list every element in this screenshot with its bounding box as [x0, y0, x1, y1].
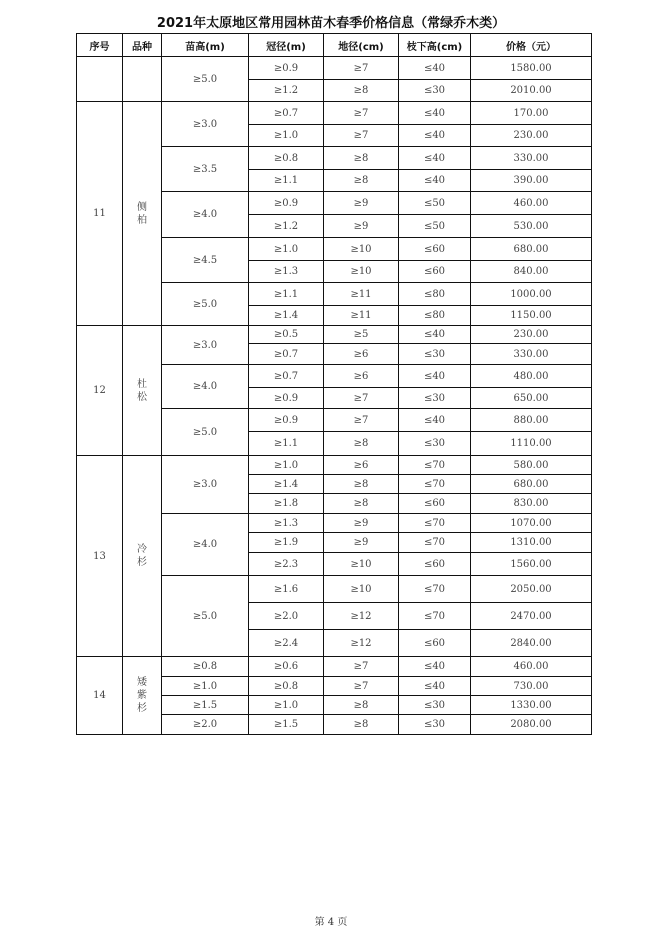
- header-crown: 冠径(m): [249, 34, 324, 57]
- height-cell: ≥4.0: [162, 192, 249, 238]
- crown-cell: ≥1.3: [249, 261, 324, 283]
- branch-height-cell: ≤30: [399, 432, 471, 456]
- crown-cell: ≥0.6: [249, 657, 324, 677]
- ground-diameter-cell: ≥7: [324, 677, 399, 696]
- ground-diameter-cell: ≥7: [324, 409, 399, 432]
- branch-height-cell: ≤80: [399, 306, 471, 326]
- header-no: 序号: [77, 34, 123, 57]
- height-cell: ≥1.5: [162, 696, 249, 715]
- price-table: [76, 33, 592, 735]
- crown-cell: ≥1.8: [249, 494, 324, 514]
- ground-diameter-cell: ≥6: [324, 456, 399, 475]
- height-cell: ≥4.5: [162, 238, 249, 283]
- crown-cell: ≥0.7: [249, 344, 324, 365]
- header-ground-diameter: 地径(cm): [324, 34, 399, 57]
- ground-diameter-cell: ≥5: [324, 326, 399, 344]
- price-cell: 330.00: [471, 147, 592, 170]
- branch-height-cell: ≤40: [399, 365, 471, 388]
- page-title: 2021年太原地区常用园林苗木春季价格信息（常绿乔木类）: [156, 16, 506, 31]
- branch-height-cell: ≤70: [399, 456, 471, 475]
- row-number: 14: [77, 657, 123, 735]
- crown-cell: ≥2.3: [249, 553, 324, 576]
- price-cell: 2010.00: [471, 80, 592, 102]
- variety-name: 冷杉: [123, 456, 162, 657]
- crown-cell: ≥0.7: [249, 102, 324, 125]
- ground-diameter-cell: ≥9: [324, 533, 399, 553]
- crown-cell: ≥1.9: [249, 533, 324, 553]
- price-cell: 1150.00: [471, 306, 592, 326]
- branch-height-cell: ≤30: [399, 388, 471, 409]
- height-cell: ≥3.0: [162, 102, 249, 147]
- height-cell: ≥5.0: [162, 576, 249, 657]
- header-price: 价格（元）: [471, 34, 592, 57]
- ground-diameter-cell: ≥7: [324, 102, 399, 125]
- table-row: [77, 102, 592, 125]
- header-variety: 品种: [123, 34, 162, 57]
- ground-diameter-cell: ≥7: [324, 657, 399, 677]
- price-cell: 840.00: [471, 261, 592, 283]
- table-row: [77, 57, 592, 80]
- crown-cell: ≥1.4: [249, 306, 324, 326]
- branch-height-cell: ≤40: [399, 57, 471, 80]
- ground-diameter-cell: ≥12: [324, 603, 399, 630]
- branch-height-cell: ≤70: [399, 533, 471, 553]
- height-cell: ≥5.0: [162, 283, 249, 326]
- branch-height-cell: ≤70: [399, 576, 471, 603]
- ground-diameter-cell: ≥9: [324, 192, 399, 215]
- variety-name: 杜松: [123, 326, 162, 456]
- crown-cell: ≥1.4: [249, 475, 324, 494]
- crown-cell: ≥0.7: [249, 365, 324, 388]
- branch-height-cell: ≤40: [399, 125, 471, 147]
- price-cell: 1070.00: [471, 514, 592, 533]
- height-cell: ≥2.0: [162, 715, 249, 735]
- price-cell: 460.00: [471, 192, 592, 215]
- branch-height-cell: ≤60: [399, 630, 471, 657]
- branch-height-cell: ≤40: [399, 409, 471, 432]
- crown-cell: ≥0.8: [249, 677, 324, 696]
- crown-cell: ≥1.2: [249, 215, 324, 238]
- branch-height-cell: ≤30: [399, 715, 471, 735]
- branch-height-cell: ≤60: [399, 238, 471, 261]
- variety-name: 侧柏: [123, 102, 162, 326]
- price-cell: 390.00: [471, 170, 592, 192]
- height-cell: ≥3.0: [162, 456, 249, 514]
- row-number: 12: [77, 326, 123, 456]
- branch-height-cell: ≤30: [399, 80, 471, 102]
- crown-cell: ≥1.1: [249, 170, 324, 192]
- ground-diameter-cell: ≥7: [324, 125, 399, 147]
- ground-diameter-cell: ≥11: [324, 306, 399, 326]
- price-cell: 680.00: [471, 238, 592, 261]
- row-number: [77, 57, 123, 102]
- crown-cell: ≥1.5: [249, 715, 324, 735]
- branch-height-cell: ≤40: [399, 102, 471, 125]
- height-cell: ≥5.0: [162, 409, 249, 456]
- crown-cell: ≥0.9: [249, 388, 324, 409]
- branch-height-cell: ≤50: [399, 215, 471, 238]
- branch-height-cell: ≤40: [399, 147, 471, 170]
- crown-cell: ≥1.0: [249, 238, 324, 261]
- branch-height-cell: ≤60: [399, 553, 471, 576]
- ground-diameter-cell: ≥9: [324, 215, 399, 238]
- ground-diameter-cell: ≥8: [324, 432, 399, 456]
- branch-height-cell: ≤70: [399, 603, 471, 630]
- crown-cell: ≥2.4: [249, 630, 324, 657]
- price-cell: 2080.00: [471, 715, 592, 735]
- table-row: [77, 456, 592, 475]
- ground-diameter-cell: ≥7: [324, 57, 399, 80]
- height-cell: ≥0.8: [162, 657, 249, 677]
- price-cell: 650.00: [471, 388, 592, 409]
- price-cell: 1560.00: [471, 553, 592, 576]
- variety-name: [123, 57, 162, 102]
- price-cell: 330.00: [471, 344, 592, 365]
- price-cell: 1110.00: [471, 432, 592, 456]
- price-cell: 170.00: [471, 102, 592, 125]
- height-cell: ≥3.0: [162, 326, 249, 365]
- header-branch-height: 枝下高(cm): [399, 34, 471, 57]
- price-cell: 480.00: [471, 365, 592, 388]
- price-cell: 580.00: [471, 456, 592, 475]
- ground-diameter-cell: ≥6: [324, 365, 399, 388]
- branch-height-cell: ≤30: [399, 696, 471, 715]
- branch-height-cell: ≤40: [399, 657, 471, 677]
- ground-diameter-cell: ≥10: [324, 238, 399, 261]
- ground-diameter-cell: ≥9: [324, 514, 399, 533]
- crown-cell: ≥2.0: [249, 603, 324, 630]
- crown-cell: ≥1.2: [249, 80, 324, 102]
- price-cell: 2470.00: [471, 603, 592, 630]
- table-header-row: [77, 34, 592, 57]
- branch-height-cell: ≤70: [399, 514, 471, 533]
- crown-cell: ≥1.0: [249, 125, 324, 147]
- crown-cell: ≥1.3: [249, 514, 324, 533]
- price-cell: 460.00: [471, 657, 592, 677]
- crown-cell: ≥0.9: [249, 57, 324, 80]
- crown-cell: ≥1.1: [249, 283, 324, 306]
- crown-cell: ≥0.9: [249, 192, 324, 215]
- price-cell: 2840.00: [471, 630, 592, 657]
- height-cell: ≥1.0: [162, 677, 249, 696]
- ground-diameter-cell: ≥8: [324, 696, 399, 715]
- ground-diameter-cell: ≥8: [324, 147, 399, 170]
- price-cell: 530.00: [471, 215, 592, 238]
- table-row: [77, 657, 592, 677]
- branch-height-cell: ≤50: [399, 192, 471, 215]
- price-cell: 1310.00: [471, 533, 592, 553]
- price-cell: 680.00: [471, 475, 592, 494]
- table-row: [77, 326, 592, 344]
- price-cell: 730.00: [471, 677, 592, 696]
- branch-height-cell: ≤80: [399, 283, 471, 306]
- ground-diameter-cell: ≥12: [324, 630, 399, 657]
- crown-cell: ≥1.6: [249, 576, 324, 603]
- price-cell: 1000.00: [471, 283, 592, 306]
- crown-cell: ≥0.5: [249, 326, 324, 344]
- row-number: 13: [77, 456, 123, 657]
- page-number: 第 4 页: [314, 917, 348, 928]
- row-number: 11: [77, 102, 123, 326]
- ground-diameter-cell: ≥8: [324, 715, 399, 735]
- ground-diameter-cell: ≥10: [324, 261, 399, 283]
- header-height: 苗高(m): [162, 34, 249, 57]
- ground-diameter-cell: ≥11: [324, 283, 399, 306]
- variety-name: 矮紫杉: [123, 657, 162, 735]
- ground-diameter-cell: ≥8: [324, 170, 399, 192]
- price-cell: 1330.00: [471, 696, 592, 715]
- branch-height-cell: ≤40: [399, 170, 471, 192]
- price-cell: 880.00: [471, 409, 592, 432]
- branch-height-cell: ≤40: [399, 677, 471, 696]
- height-cell: ≥4.0: [162, 514, 249, 576]
- ground-diameter-cell: ≥8: [324, 494, 399, 514]
- crown-cell: ≥1.1: [249, 432, 324, 456]
- branch-height-cell: ≤30: [399, 344, 471, 365]
- crown-cell: ≥1.0: [249, 696, 324, 715]
- height-cell: ≥3.5: [162, 147, 249, 192]
- branch-height-cell: ≤40: [399, 326, 471, 344]
- ground-diameter-cell: ≥10: [324, 576, 399, 603]
- ground-diameter-cell: ≥10: [324, 553, 399, 576]
- price-cell: 230.00: [471, 326, 592, 344]
- crown-cell: ≥0.9: [249, 409, 324, 432]
- crown-cell: ≥1.0: [249, 456, 324, 475]
- ground-diameter-cell: ≥8: [324, 475, 399, 494]
- price-cell: 2050.00: [471, 576, 592, 603]
- branch-height-cell: ≤60: [399, 261, 471, 283]
- height-cell: ≥5.0: [162, 57, 249, 102]
- branch-height-cell: ≤70: [399, 475, 471, 494]
- price-cell: 830.00: [471, 494, 592, 514]
- branch-height-cell: ≤60: [399, 494, 471, 514]
- crown-cell: ≥0.8: [249, 147, 324, 170]
- ground-diameter-cell: ≥6: [324, 344, 399, 365]
- price-cell: 1580.00: [471, 57, 592, 80]
- ground-diameter-cell: ≥8: [324, 80, 399, 102]
- height-cell: ≥4.0: [162, 365, 249, 409]
- ground-diameter-cell: ≥7: [324, 388, 399, 409]
- price-cell: 230.00: [471, 125, 592, 147]
